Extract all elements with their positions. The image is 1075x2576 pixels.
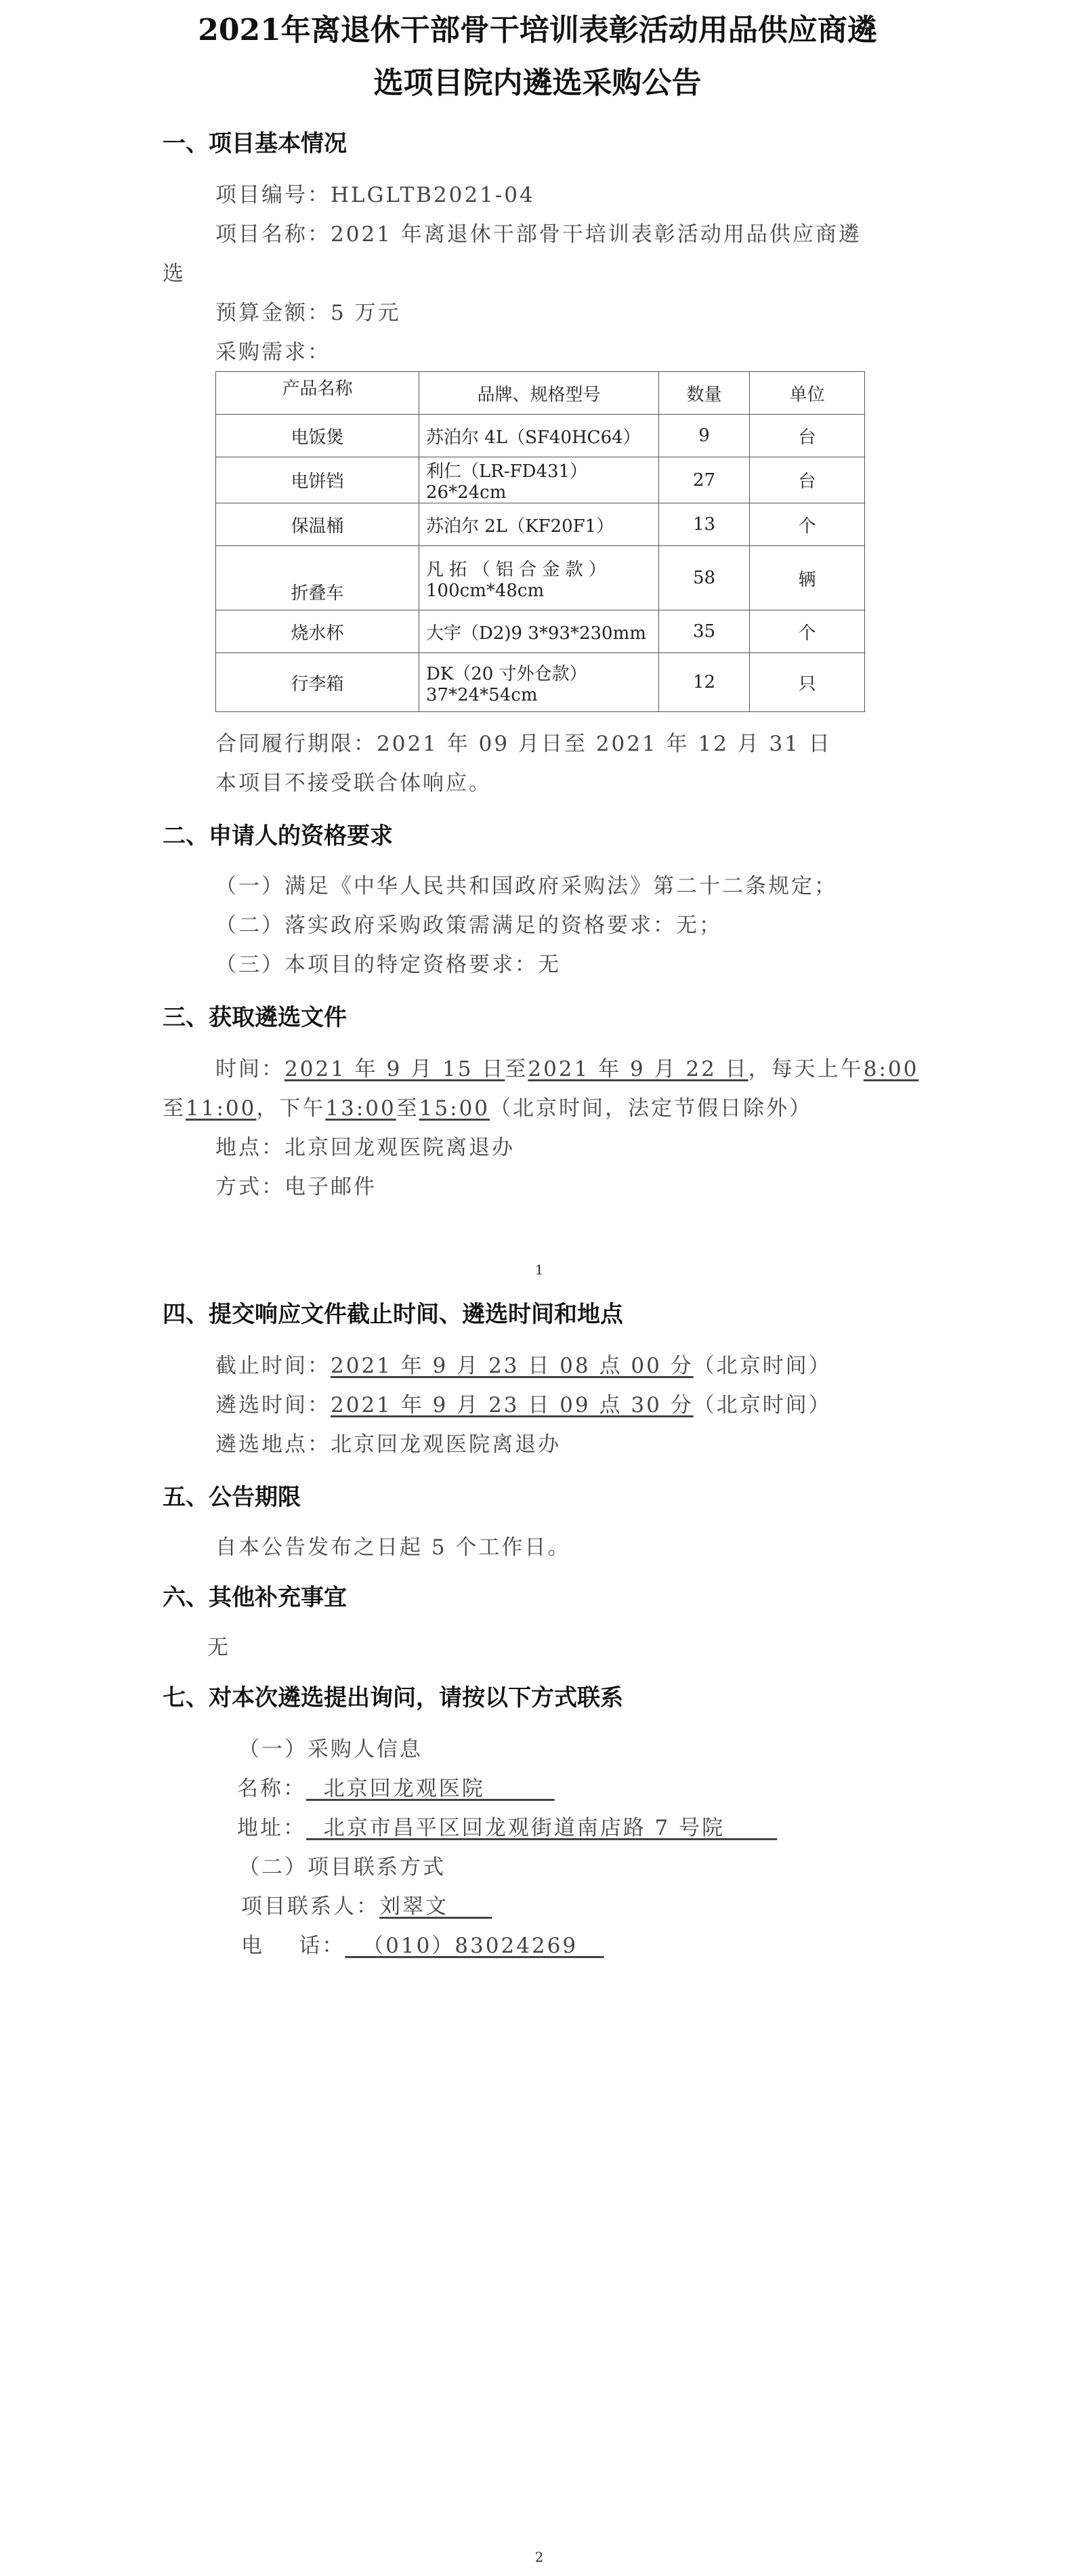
person-label: 项目联系人： [241, 1894, 379, 1919]
cell-spec [419, 546, 659, 610]
cell-unit: 个 [750, 610, 865, 653]
cell-quantity: 13 [659, 503, 750, 546]
am-end: 11:00 [186, 1096, 257, 1121]
budget-amount: 预算金额：5 万元 [215, 301, 401, 325]
daily-text: ，每天上午 [748, 1057, 864, 1081]
name-label: 名称： [237, 1777, 306, 1801]
project-name: 项目名称：2021 年离退休干部骨干培训表彰活动用品供应商遴 [215, 222, 862, 247]
cell-spec: 利仁（LR-FD431）26*24cm [419, 457, 659, 503]
start-date: 2021 年 9 月 15 日 [284, 1057, 505, 1081]
title-line-1: 2021年离退休干部骨干培训表彰活动用品供应商遴 [198, 13, 877, 47]
cell-quantity: 12 [659, 653, 750, 712]
to-text: 至 [505, 1057, 528, 1081]
cell-spec: 苏泊尔 4L（SF40HC64） [419, 415, 659, 457]
section-2-heading: 二、申请人的资格要求 [163, 823, 393, 850]
cell-quantity: 27 [659, 457, 750, 503]
to-text: 至 [163, 1096, 186, 1121]
pm-end: 15:00 [419, 1096, 490, 1121]
project-name-continued: 选 [163, 262, 186, 286]
table-row [216, 415, 865, 457]
cell-product: 电饭煲 [216, 415, 419, 457]
cell-unit: 辆 [750, 546, 865, 610]
selection-place: 遴选地点：北京回龙观医院离退办 [215, 1432, 561, 1457]
supplement-text: 无 [207, 1636, 230, 1660]
cell-spec-line-2: 37*24*54cm [426, 684, 538, 705]
deadline-tz: （北京时间） [693, 1354, 832, 1378]
time-note: （北京时间，法定节假日除外） [490, 1096, 813, 1121]
phone-label: 电 话： [241, 1934, 345, 1958]
contact-person-line [241, 1889, 492, 1919]
pm-start: 13:00 [325, 1096, 396, 1121]
time-label: 时间： [215, 1057, 284, 1081]
acquisition-method: 方式：电子邮件 [215, 1175, 377, 1199]
table-row [216, 546, 865, 610]
cell-unit: 台 [750, 415, 865, 457]
acquisition-time-line-2 [163, 1091, 812, 1121]
cell-product: 保温桶 [216, 503, 419, 546]
selection-time-line [215, 1388, 832, 1418]
cell-spec: 苏泊尔 2L（KF20F1） [419, 503, 659, 546]
cell-quantity: 35 [659, 610, 750, 653]
notice-period: 自本公告发布之日起 5 个工作日。 [215, 1535, 571, 1560]
section-5-heading: 五、公告期限 [163, 1484, 301, 1511]
phone-number: （010）83024269 [345, 1934, 604, 1958]
contact-heading: （二）项目联系方式 [238, 1855, 446, 1879]
cell-unit: 个 [750, 503, 865, 546]
qualification-3: （三）本项目的特定资格要求：无 [215, 953, 561, 977]
cell-product: 烧水杯 [216, 610, 419, 653]
requirement-label: 采购需求： [215, 340, 331, 365]
project-number: 项目编号：HLGLTB2021-04 [215, 183, 535, 207]
requirement-table [215, 371, 865, 712]
header-brand-spec: 品牌、规格型号 [419, 372, 659, 415]
deadline-value: 2021 年 9 月 23 日 08 点 00 分 [331, 1354, 694, 1378]
page-number-1: 1 [534, 1262, 544, 1278]
table-header-row [216, 372, 865, 415]
cell-quantity: 9 [659, 415, 750, 457]
table-row [216, 653, 865, 712]
cell-product: 折叠车 [216, 546, 419, 610]
cell-unit: 只 [750, 653, 865, 712]
cell-product: 电饼铛 [216, 457, 419, 503]
cell-product: 行李箱 [216, 653, 419, 712]
end-date: 2021 年 9 月 22 日 [528, 1057, 749, 1081]
section-1-heading: 一、项目基本情况 [163, 130, 347, 157]
cell-quantity: 58 [659, 546, 750, 610]
am-start: 8:00 [863, 1057, 919, 1081]
section-4-heading: 四、提交响应文件截止时间、遴选时间和地点 [163, 1301, 623, 1328]
cell-unit: 台 [750, 457, 865, 503]
cell-spec-line-1: 凡 拓 （ 铝 合 金 款 ） [426, 559, 606, 580]
consortium-note: 本项目不接受联合体响应。 [215, 771, 492, 795]
deadline-label: 截止时间： [215, 1354, 331, 1378]
qualification-2: （二）落实政府采购政策需满足的资格要求：无； [215, 913, 722, 938]
table-row [216, 503, 865, 546]
acquisition-place: 地点：北京回龙观医院离退办 [215, 1136, 515, 1160]
buyer-name: 北京回龙观医院 [306, 1777, 555, 1801]
header-quantity: 数量 [659, 372, 750, 415]
cell-spec: 大宇（D2)9 3*93*230mm [419, 610, 659, 653]
header-product-name: 产品名称 [216, 372, 419, 415]
deadline-line [215, 1348, 832, 1379]
buyer-address-line [237, 1810, 777, 1841]
selection-value: 2021 年 9 月 23 日 09 点 30 分 [331, 1393, 694, 1417]
buyer-address: 北京市昌平区回龙观街道南店路 7 号院 [306, 1816, 778, 1840]
contact-person: 刘翠文 [379, 1894, 492, 1919]
table-row [216, 457, 865, 503]
buyer-info-heading: （一）采购人信息 [238, 1737, 423, 1762]
phone-line [241, 1928, 604, 1959]
section-7-heading: 七、对本次遴选提出询问，请按以下方式联系 [163, 1684, 623, 1711]
qualification-1: （一）满足《中华人民共和国政府采购法》第二十二条规定； [215, 874, 837, 898]
section-6-heading: 六、其他补充事宜 [163, 1584, 347, 1611]
cell-spec-line-1: DK（20 寸外仓款） [426, 663, 587, 684]
header-unit: 单位 [750, 372, 865, 415]
page-number-2: 2 [534, 2549, 544, 2565]
contract-period: 合同履行期限：2021 年 09 月日至 2021 年 12 月 31 日 [215, 732, 832, 756]
section-3-heading: 三、获取遴选文件 [163, 1004, 347, 1031]
title-line-2: 选项目院内遴选采购公告 [373, 66, 702, 100]
buyer-name-line [237, 1771, 555, 1802]
selection-label: 遴选时间： [215, 1393, 331, 1417]
cell-spec-line-2: 100cm*48cm [426, 580, 545, 601]
cell-spec [419, 653, 659, 712]
address-label: 地址： [237, 1816, 306, 1840]
pm-label: ，下午 [256, 1096, 326, 1121]
selection-tz: （北京时间） [693, 1393, 832, 1417]
table-row [216, 610, 865, 653]
acquisition-time-line-1 [215, 1052, 919, 1082]
pm-to: 至 [396, 1096, 419, 1121]
